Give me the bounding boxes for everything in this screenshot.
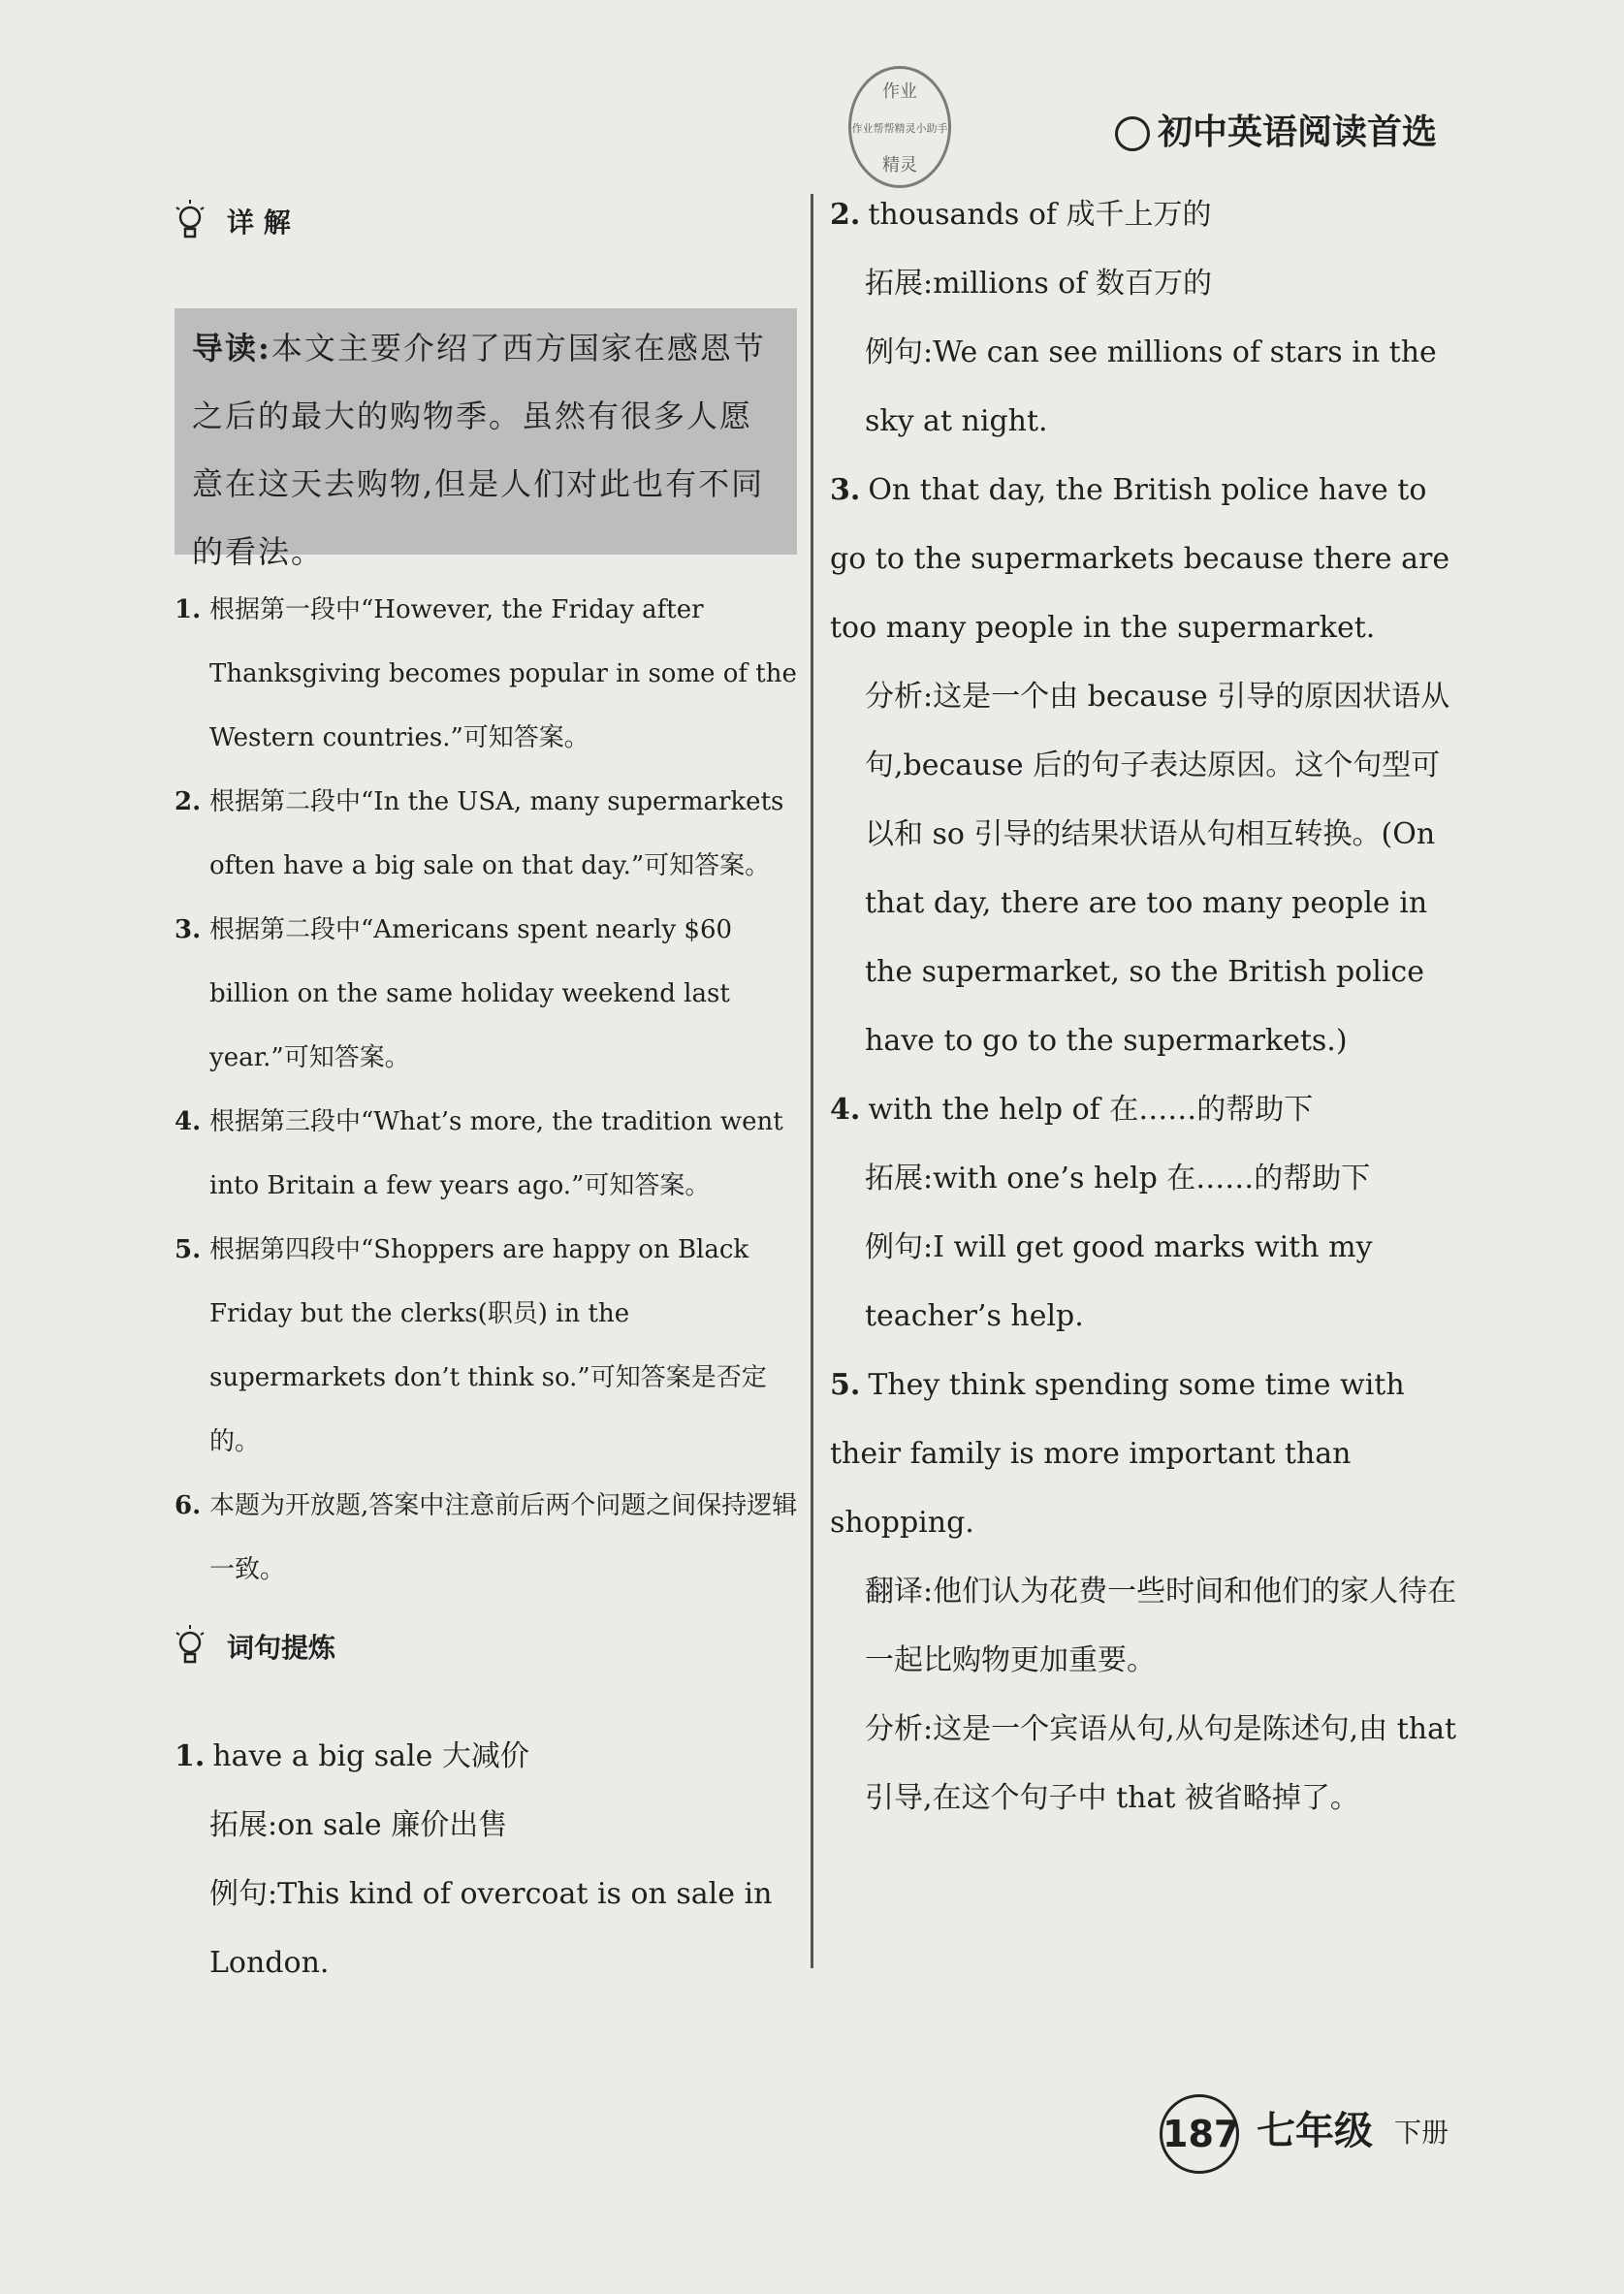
brand-logo-icon	[1115, 116, 1150, 151]
sentence-text: They think spending some time with their family is more important than shopping.	[830, 1368, 1405, 1540]
column-divider	[811, 194, 813, 1968]
brand-header	[1115, 105, 1437, 154]
item-number: 5.	[830, 1368, 861, 1402]
item-number: 3.	[830, 473, 861, 507]
phrase-example: 例句:We can see millions of stars in the sky at night.	[865, 335, 1437, 438]
item-number: 6.	[175, 1491, 202, 1520]
item-number: 1.	[175, 595, 202, 624]
sentence-translation: 翻译:他们认为花费一些时间和他们的家人待在一起比购物更加重要。	[865, 1575, 1457, 1677]
phrase-extension: 拓展:on sale 廉价出售	[209, 1808, 508, 1842]
phrase-list-left	[175, 1722, 805, 1997]
section-words-title: 词句提炼	[227, 1632, 336, 1664]
sentence-analysis: 分析:这是一个宾语从句,从句是陈述句,由 that 引导,在这个句子中 that 被省略掉了。	[865, 1712, 1457, 1815]
list-item	[175, 1218, 805, 1474]
phrase-example: 例句:I will get good marks with my teacher’s help.	[865, 1230, 1373, 1333]
phrase-extension: 拓展:with one’s help 在……的帮助下	[865, 1162, 1371, 1195]
phrase-list-right	[830, 180, 1460, 1832]
phrase-item	[830, 180, 1460, 249]
section-detail-title: 详 解	[227, 207, 291, 239]
item-text: 根据第三段中“What’s more, the tradition went into Britain a few years ago.”可知答案。	[209, 1107, 783, 1200]
item-text: 本题为开放题,答案中注意前后两个问题之间保持逻辑一致。	[209, 1491, 798, 1584]
watermark-stamp	[848, 66, 951, 188]
phrase-example: 例句:This kind of overcoat is on sale in London.	[209, 1877, 773, 1980]
item-text: 根据第二段中“In the USA, many supermarkets often have a big sale on that day.”可知答案。	[209, 787, 784, 880]
phrase-text: thousands of 成千上万的	[868, 198, 1212, 232]
item-number: 3.	[175, 915, 202, 944]
list-item	[175, 1090, 805, 1218]
grade-label: 七年级	[1257, 2109, 1373, 2153]
sentence-item	[830, 1351, 1460, 1557]
sentence-text: On that day, the British police have to go to the supermarkets because there are too many people in the supermarket.	[830, 473, 1450, 645]
section-detail-heading	[175, 200, 291, 248]
page-number: 187	[1160, 2094, 1239, 2174]
stamp-top-text: 作业	[882, 81, 917, 102]
sentence-item	[830, 456, 1460, 662]
phrase-text: have a big sale 大减价	[212, 1739, 529, 1773]
item-number: 2.	[175, 787, 202, 816]
item-text: 根据第一段中“However, the Friday after Thanksgiving becomes popular in some of the Western countries.”可知答案。	[209, 595, 797, 752]
item-number: 4.	[830, 1093, 861, 1127]
sentence-analysis: 分析:这是一个由 because 引导的原因状语从句,because 后的句子表达原因。这个句型可以和 so 引导的结果状语从句相互转换。(On that day, there are too many people in the supermarket, so the British police have to go to the supermarkets.)	[865, 680, 1450, 1058]
phrase-item	[830, 1075, 1460, 1144]
item-text: 根据第二段中“Americans spent nearly $60 billion on the same holiday weekend last year.”可知答案。	[209, 915, 733, 1072]
summary-text: 本文主要介绍了西方国家在感恩节之后的最大的购物季。虽然有很多人愿意在这天去购物,但是人们对此也有不同的看法。	[192, 330, 766, 570]
lightbulb-icon	[175, 1625, 206, 1673]
list-item	[175, 770, 805, 898]
item-text: 根据第四段中“Shoppers are happy on Black Friday but the clerks(职员) in the supermarkets don’t think so.”可知答案是否定的。	[209, 1235, 767, 1456]
phrase-text: with the help of 在……的帮助下	[868, 1093, 1314, 1127]
phrase-extension: 拓展:millions of 数百万的	[865, 267, 1212, 301]
list-item	[175, 578, 805, 770]
stamp-bottom-text: 精灵	[882, 155, 917, 175]
list-item	[175, 1474, 805, 1602]
reading-summary-box	[175, 308, 797, 570]
lightbulb-icon	[175, 200, 206, 248]
brand-title: 初中英语阅读首选	[1158, 112, 1438, 152]
item-number: 5.	[175, 1235, 202, 1264]
explanation-list	[175, 578, 805, 1602]
phrase-item	[175, 1722, 805, 1791]
list-item	[175, 898, 805, 1090]
section-words-heading	[175, 1625, 335, 1673]
item-number: 4.	[175, 1107, 202, 1136]
volume-label: 下册	[1394, 2117, 1449, 2149]
item-number: 1.	[175, 1739, 206, 1773]
item-number: 2.	[830, 198, 861, 232]
stamp-mid-text: 作业帮帮精灵小助手	[851, 122, 948, 135]
summary-lead: 导读:	[192, 330, 271, 366]
